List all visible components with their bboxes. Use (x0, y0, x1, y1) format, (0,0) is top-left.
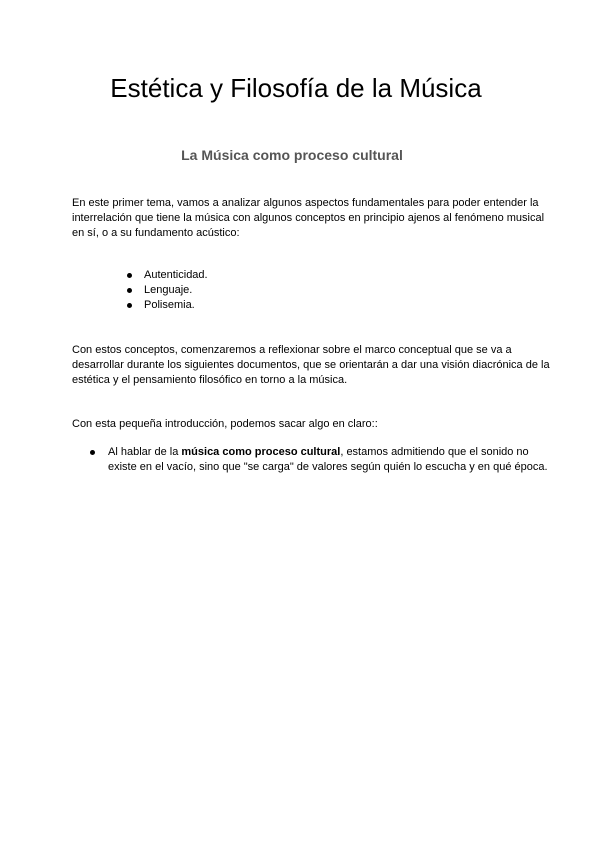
conclusion-suffix: , estamos admitiendo que el sonido no existe en el vacío, sino que "se carga" de valores según quién lo escucha y en qué época. (108, 446, 548, 473)
document-subtitle: La Música como proceso cultural (181, 147, 403, 163)
framework-paragraph: Con estos conceptos, comenzaremos a reflexionar sobre el marco conceptual que se va a desarrollar durante los siguientes documentos, que se orientarán a dar una visión diacrónica de la estética y el pensamiento filosófico en torno a la música. (72, 344, 550, 386)
bullet-icon (127, 288, 132, 293)
list-item (110, 268, 208, 283)
bullet-icon (127, 303, 132, 308)
concept-label: Autenticidad. (144, 269, 208, 281)
list-item (72, 445, 558, 475)
concept-label: Lenguaje. (144, 284, 193, 296)
bullet-icon (90, 450, 95, 455)
list-item (110, 283, 208, 298)
bullet-icon (127, 273, 132, 278)
conclusion-intro: Con esta pequeña introducción, podemos sacar algo en claro:: (72, 418, 378, 430)
conclusion-emphasis: música como proceso cultural (181, 446, 341, 458)
conclusion-prefix: Al hablar de la (108, 446, 182, 458)
list-item (110, 298, 208, 313)
intro-paragraph: En este primer tema, vamos a analizar algunos aspectos fundamentales para poder entender la interrelación que tiene la música con algunos conceptos en principio ajenos al fenómeno musical en sí, o a su fundamento acústico: (72, 197, 545, 239)
concept-label: Polisemia. (144, 299, 195, 311)
concepts-list (110, 268, 208, 313)
conclusion-list (72, 445, 558, 475)
document-title: Estética y Filosofía de la Música (110, 73, 482, 103)
